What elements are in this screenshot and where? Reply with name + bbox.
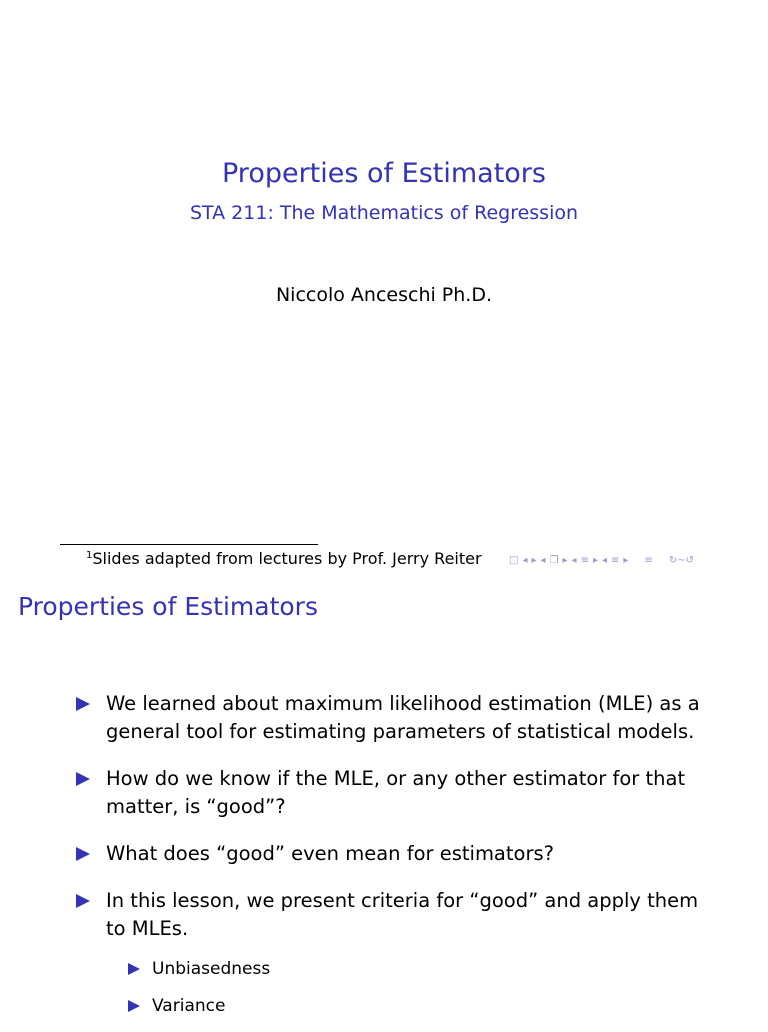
sub-list-item xyxy=(128,995,270,1017)
search-icon[interactable]: ↻∼↺ xyxy=(668,555,694,566)
triangle-right-icon[interactable]: ▸ xyxy=(592,555,598,566)
bullet-triangle-icon xyxy=(76,697,90,711)
presentation-subtitle: STA 211: The Mathematics of Regression xyxy=(189,202,579,224)
triangle-left-icon[interactable]: ◂ xyxy=(571,555,577,566)
bullet-list xyxy=(76,690,716,962)
sub-list-item xyxy=(128,958,270,980)
triangle-left-icon[interactable]: ◂ xyxy=(602,555,608,566)
list-icon[interactable]: ≡ xyxy=(644,555,653,566)
presentation-title: Properties of Estimators xyxy=(222,158,546,189)
list-icon[interactable]: ≡ xyxy=(611,555,620,566)
triangle-right-icon[interactable]: ▸ xyxy=(623,555,629,566)
frame-stack-icon[interactable]: ❐ xyxy=(549,555,559,566)
triangle-left-icon[interactable]: ◂ xyxy=(540,555,546,566)
list-item-text: We learned about maximum likelihood estimation (MLE) as a general tool for estimating parameters of statistical models. xyxy=(106,692,700,743)
sub-list-item-text: Variance xyxy=(152,996,226,1016)
footnote-mark: 1 xyxy=(86,550,93,561)
footnote-rule xyxy=(60,544,318,545)
bullet-triangle-icon xyxy=(128,963,140,975)
sub-list-item-text: Unbiasedness xyxy=(152,959,271,979)
footnote xyxy=(86,549,502,568)
bullet-triangle-icon xyxy=(128,1000,140,1012)
list-item xyxy=(76,765,716,821)
frame-title: Properties of Estimators xyxy=(18,592,318,621)
list-item-text: In this lesson, we present criteria for “good” and apply them to MLEs. xyxy=(106,889,699,940)
beamer-navigation-bar xyxy=(509,555,694,566)
list-item-text: How do we know if the MLE, or any other estimator for that matter, is “good”? xyxy=(106,767,686,818)
list-item xyxy=(76,840,716,868)
list-item-text: What does “good” even mean for estimators? xyxy=(106,842,554,865)
frame-box-icon[interactable]: □ xyxy=(509,555,519,566)
bullet-triangle-icon xyxy=(76,894,90,908)
author-name: Niccolo Anceschi Ph.D. xyxy=(275,284,493,306)
bullet-triangle-icon xyxy=(76,772,90,786)
bullet-triangle-icon xyxy=(76,847,90,861)
triangle-left-icon[interactable]: ◂ xyxy=(522,555,528,566)
list-item xyxy=(76,690,716,746)
footnote-text: Slides adapted from lectures by Prof. Jerry Reiter xyxy=(92,549,482,568)
triangle-right-icon[interactable]: ▸ xyxy=(562,555,568,566)
list-item xyxy=(76,887,716,943)
content-slide xyxy=(0,580,768,1024)
sub-bullet-list xyxy=(128,958,270,1032)
list-icon[interactable]: ≡ xyxy=(580,555,589,566)
triangle-right-icon[interactable]: ▸ xyxy=(531,555,537,566)
